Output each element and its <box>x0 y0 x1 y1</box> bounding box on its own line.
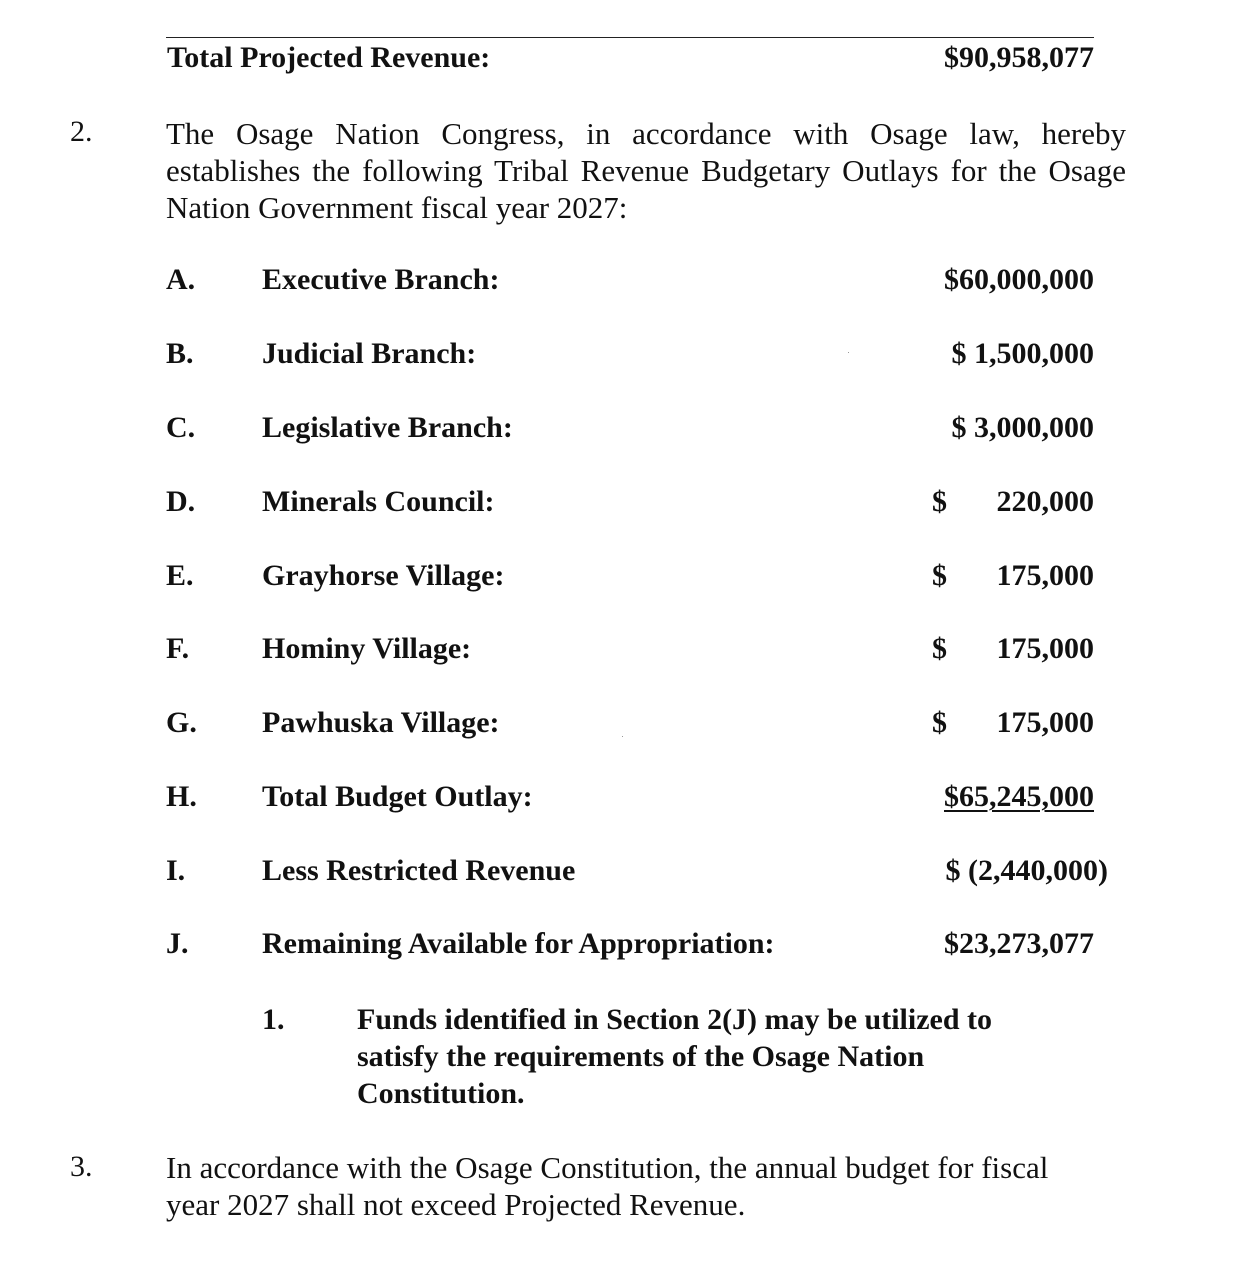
item-letter-j: J. <box>166 927 189 960</box>
section-3-line: In accordance with the Osage Constitution, the annual budget for fiscal <box>166 1150 1049 1185</box>
section-2-line: The Osage Nation Congress, in accordance with Osage law, hereby <box>166 116 1126 151</box>
item-currency-grayhorse-village: $ <box>932 559 947 592</box>
item-letter-b: B. <box>166 337 194 370</box>
item-letter-c: C. <box>166 411 196 444</box>
section-2-number: 2. <box>70 115 93 148</box>
item-letter-e: E. <box>166 559 194 592</box>
item-amount-grayhorse-village: 175,000 <box>996 559 1094 592</box>
section-2-line: establishes the following Tribal Revenue Budgetary Outlays for the Osage <box>166 153 1126 188</box>
item-letter-g: G. <box>166 706 197 739</box>
item-amount-less-restricted-revenue: $ (2,440,000) <box>945 854 1108 887</box>
item-amount-judicial-branch: $ 1,500,000 <box>951 337 1094 370</box>
item-letter-f: F. <box>166 632 190 665</box>
item-amount-pawhuska-village: 175,000 <box>996 706 1094 739</box>
item-label-minerals-council: Minerals Council: <box>262 485 495 518</box>
subitem-number: 1. <box>262 1003 285 1036</box>
item-currency-minerals-council: $ <box>932 485 947 518</box>
item-letter-d: D. <box>166 485 196 518</box>
item-amount-total-budget-outlay: $65,245,000 <box>944 780 1094 813</box>
item-label-legislative-branch: Legislative Branch: <box>262 411 513 444</box>
section-3-line: year 2027 shall not exceed Projected Revenue. <box>166 1187 746 1222</box>
item-amount-remaining-available: $23,273,077 <box>944 927 1094 960</box>
top-rule <box>166 37 1094 38</box>
subitem-line: Funds identified in Section 2(J) may be utilized to <box>357 1003 993 1036</box>
item-currency-pawhuska-village: $ <box>932 706 947 739</box>
item-letter-h: H. <box>166 780 197 813</box>
item-amount-minerals-council: 220,000 <box>996 485 1094 518</box>
item-letter-i: I. <box>166 854 186 887</box>
total-projected-revenue-label: Total Projected Revenue: <box>167 41 491 74</box>
section-3-paragraph <box>166 1149 1086 1223</box>
section-2-paragraph <box>166 115 1126 226</box>
total-projected-revenue-amount: $90,958,077 <box>944 41 1094 74</box>
subitem-line: satisfy the requirements of the Osage Nation <box>357 1040 925 1073</box>
item-label-hominy-village: Hominy Village: <box>262 632 472 665</box>
subitem-line: Constitution. <box>357 1077 525 1110</box>
item-amount-executive-branch: $60,000,000 <box>944 263 1094 296</box>
item-label-less-restricted-revenue: Less Restricted Revenue <box>262 854 576 887</box>
scan-speck <box>848 352 849 353</box>
item-label-total-budget-outlay: Total Budget Outlay: <box>262 780 533 813</box>
item-label-executive-branch: Executive Branch: <box>262 263 500 296</box>
item-label-pawhuska-village: Pawhuska Village: <box>262 706 500 739</box>
item-amount-legislative-branch: $ 3,000,000 <box>951 411 1094 444</box>
subitem-paragraph <box>357 1001 1057 1112</box>
item-label-remaining-available: Remaining Available for Appropriation: <box>262 927 775 960</box>
item-currency-hominy-village: $ <box>932 632 947 665</box>
item-letter-a: A. <box>166 263 196 296</box>
item-label-grayhorse-village: Grayhorse Village: <box>262 559 505 592</box>
section-2-line: Nation Government fiscal year 2027: <box>166 190 628 225</box>
section-3-number: 3. <box>70 1150 93 1183</box>
item-amount-hominy-village: 175,000 <box>996 632 1094 665</box>
scan-speck <box>622 736 623 737</box>
item-label-judicial-branch: Judicial Branch: <box>262 337 477 370</box>
